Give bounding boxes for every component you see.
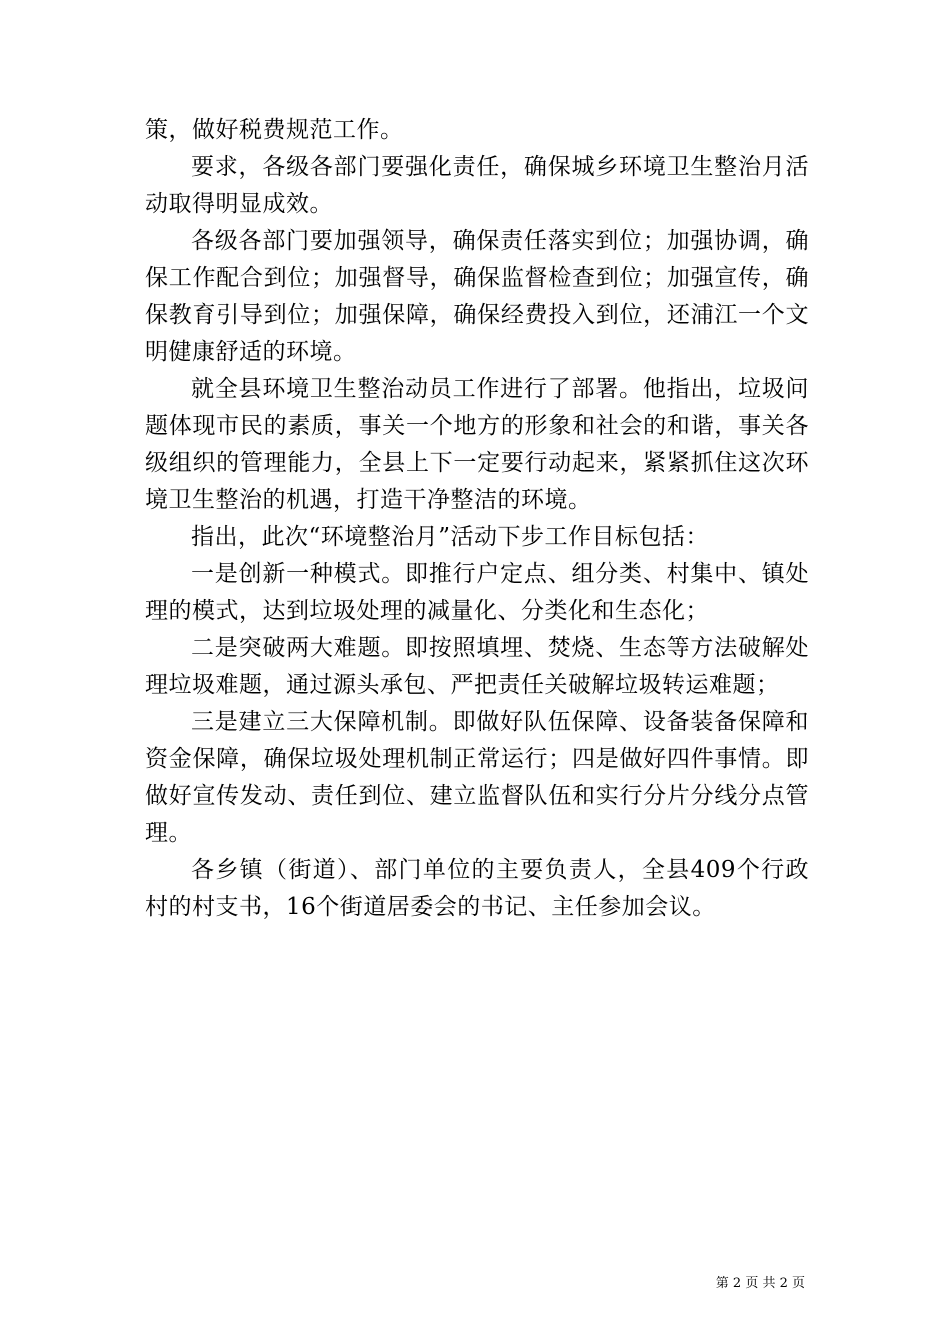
paragraph-continued: 策，做好税费规范工作。 [145,117,404,143]
paragraph: 各乡镇（街道）、部门单位的主要负责人，全县409个行政村的村支书，16个街道居委会的书记、主任参加会议。 [145,857,809,920]
document-body [145,112,809,926]
page-number-footer: 第 2 页 共 2 页 [715,1276,805,1291]
paragraph: 就全县环境卫生整治动员工作进行了部署。他指出，垃圾问题体现市民的素质，事关一个地方的形象和社会的和谐，事关各级组织的管理能力，全县上下一定要行动起来，紧紧抓住这次环境卫生整治的机遇，打造干净整洁的环境。 [145,376,809,513]
paragraph: 二是突破两大难题。即按照填埋、焚烧、生态等方法破解处理垃圾难题，通过源头承包、严把责任关破解垃圾转运难题； [145,635,809,698]
paragraph: 要求，各级各部门要强化责任，确保城乡环境卫生整治月活动取得明显成效。 [145,154,809,217]
paragraph: 各级各部门要加强领导，确保责任落实到位；加强协调，确保工作配合到位；加强督导，确保监督检查到位；加强宣传，确保教育引导到位；加强保障，确保经费投入到位，还浦江一个文明健康舒适的环境。 [145,228,809,365]
paragraph: 指出，此次“环境整治月”活动下步工作目标包括： [191,524,710,550]
paragraph: 一是创新一种模式。即推行户定点、组分类、村集中、镇处理的模式，达到垃圾处理的减量化、分类化和生态化； [145,561,809,624]
paragraph: 三是建立三大保障机制。即做好队伍保障、设备装备保障和资金保障，确保垃圾处理机制正常运行；四是做好四件事情。即做好宣传发动、责任到位、建立监督队伍和实行分片分线分点管理。 [145,709,809,846]
